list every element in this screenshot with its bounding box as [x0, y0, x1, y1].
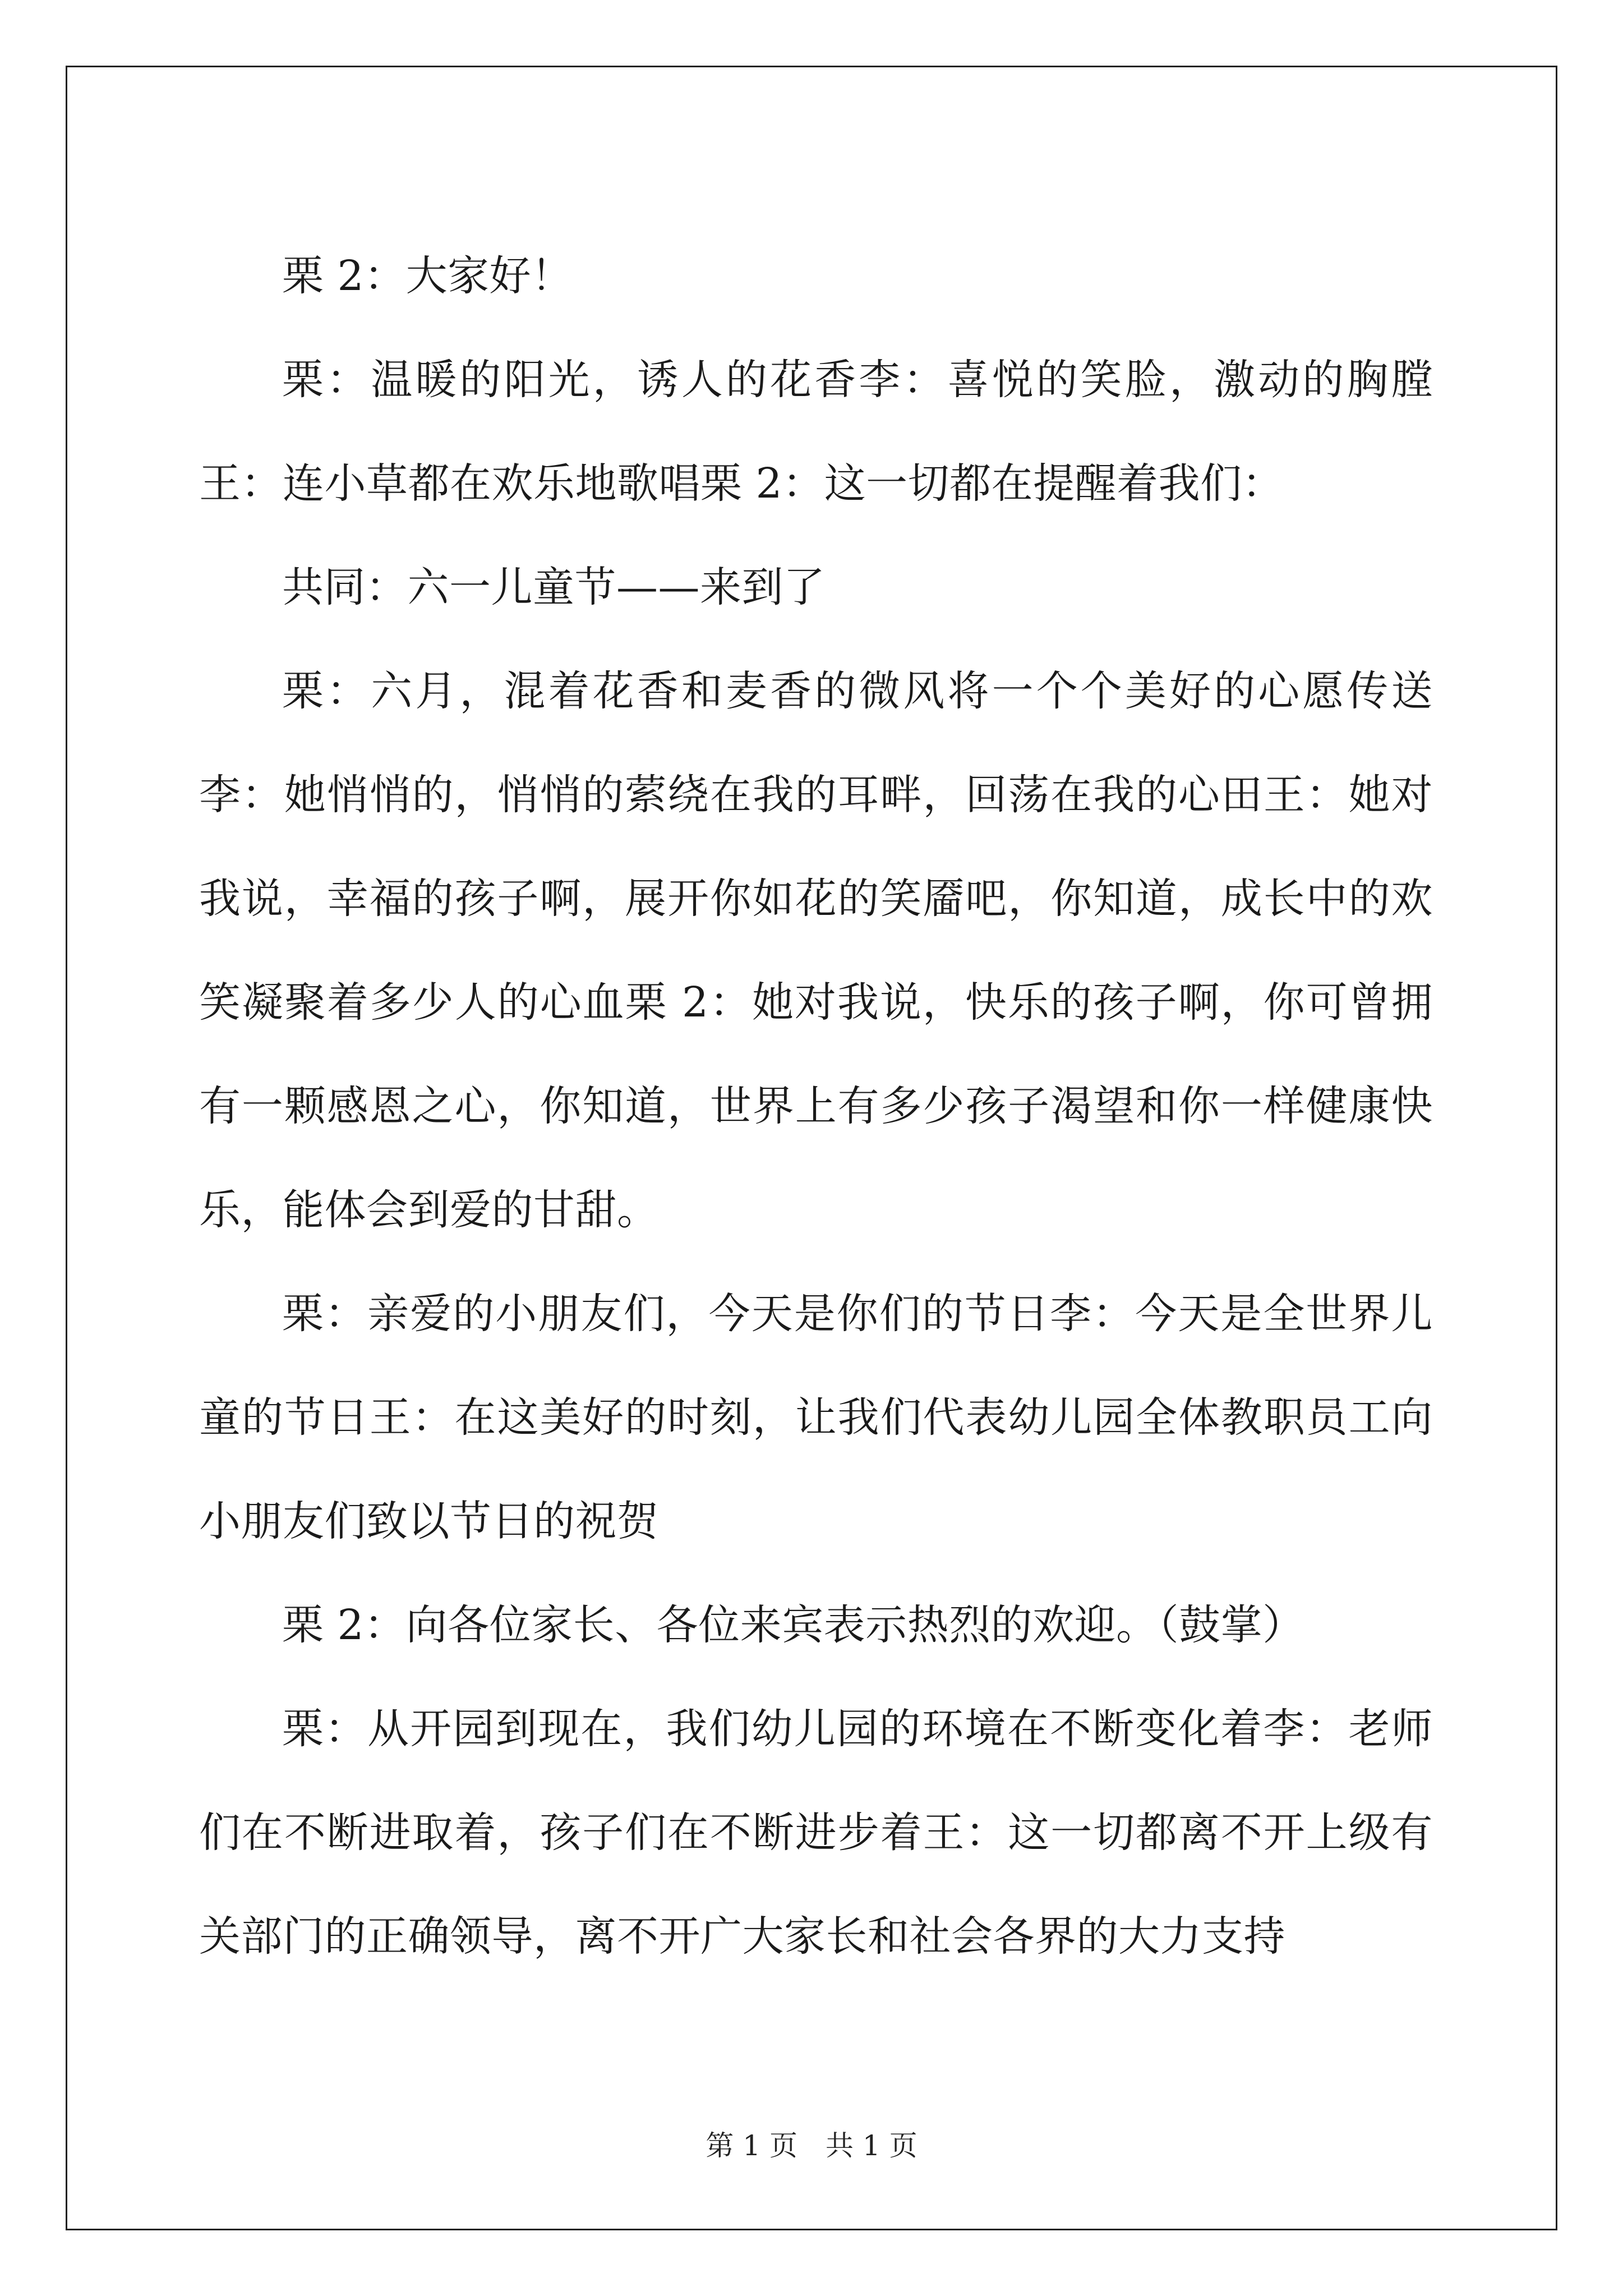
page-footer: [0, 2129, 1623, 2162]
paragraph: 栗：从开园到现在，我们幼儿园的环境在不断变化着李：老师们在不断进取着，孩子们在不断进步着王：这一切都离不开上级有关部门的正确领导，离不开广大家长和社会各界的大力支持: [199, 1705, 1433, 1961]
paragraph: 栗 2：大家好！: [282, 252, 573, 300]
page-number-current: 第 1 页: [706, 2129, 797, 2162]
document-body: [199, 224, 1433, 1989]
page-number-total: 共 1 页: [826, 2129, 917, 2162]
paragraph: 栗：亲爱的小朋友们，今天是你们的节日李：今天是全世界儿童的节日王：在这美好的时刻，让我们代表幼儿园全体教职员工向小朋友们致以节日的祝贺: [199, 1290, 1433, 1545]
paragraph: 栗：六月，混着花香和麦香的微风将一个个美好的心愿传送李：她悄悄的，悄悄的萦绕在我的耳畔，回荡在我的心田王：她对我说，幸福的孩子啊，展开你如花的笑靥吧，你知道，成长中的欢笑凝聚着多少人的心血栗 2：她对我说，快乐的孩子啊，你可曾拥有一颗感恩之心，你知道，世界上有多少孩子渴望和你一样健康快乐，能体会到爱的甘甜。: [199, 667, 1433, 1234]
paragraph: 共同：六一儿童节——来到了: [282, 563, 826, 611]
paragraph: 栗 2：向各位家长、各位来宾表示热烈的欢迎。（鼓掌）: [282, 1601, 1304, 1649]
paragraph: 栗：温暖的阳光，诱人的花香李：喜悦的笑脸，激动的胸膛王：连小草都在欢乐地歌唱栗 2：这一切都在提醒着我们：: [199, 356, 1433, 508]
